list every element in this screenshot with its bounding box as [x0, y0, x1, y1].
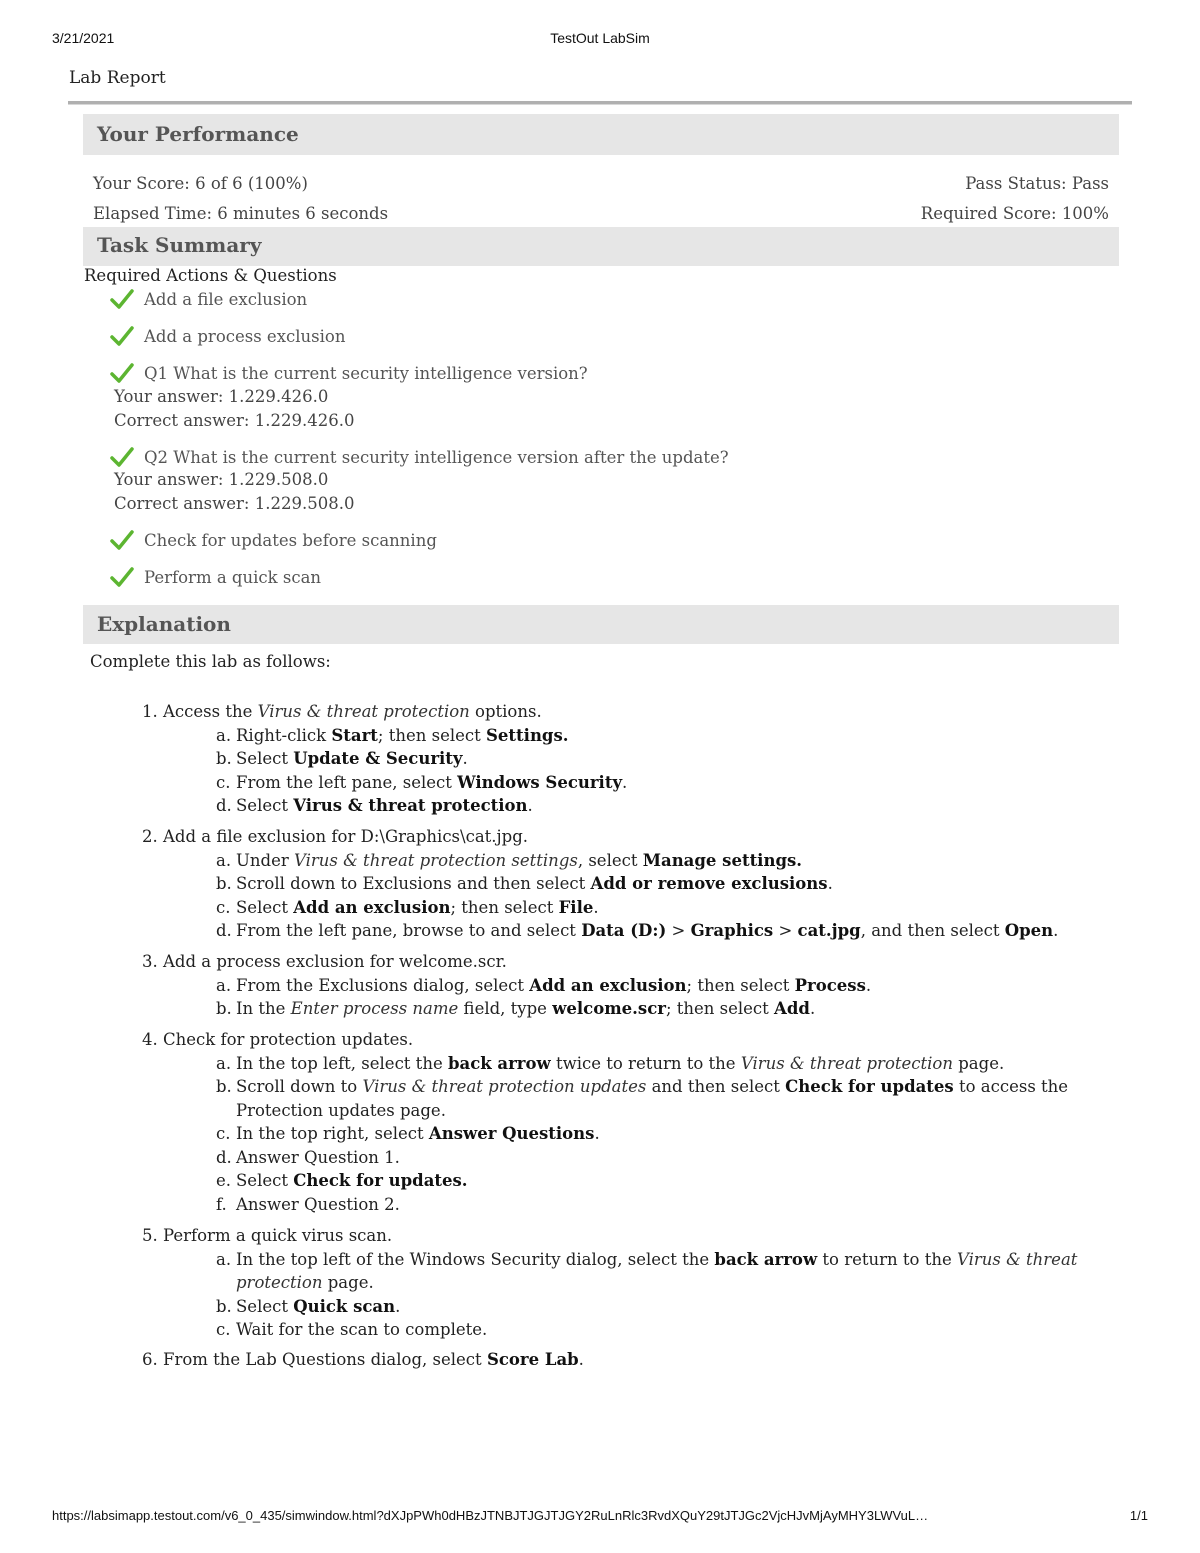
text-run: In the top left of the Windows Security dialog, select the	[236, 1249, 715, 1269]
performance-section-header	[83, 114, 1119, 155]
bold-text: Data (D:)	[581, 921, 667, 940]
bold-text: Add an exclusion	[529, 975, 687, 995]
footer-url: https://labsimapp.testout.com/v6_0_435/simwindow.html?dXJpPWh0dHBzJTNBJTJGJTJGY2RuLnRlc3RvdXQuY29tJTJGc2VjcHJvMjAyMHY3LWVuL…	[52, 1508, 929, 1523]
question-label: Q1 What is the current security intelligence version?	[144, 364, 588, 383]
performance-heading: Your Performance	[97, 122, 299, 146]
bold-text: Graphics	[690, 921, 774, 940]
your-answer: Your answer: 1.229.426.0	[114, 387, 329, 406]
text-run: , select	[577, 850, 643, 870]
text-run: .	[865, 975, 872, 995]
text-run: options.	[469, 702, 542, 721]
step-text	[163, 1030, 413, 1049]
print-footer	[52, 1508, 1148, 1528]
bold-text: back arrow	[447, 1053, 551, 1073]
italic-text: Virus & threat	[956, 1249, 1078, 1269]
your-score: Your Score: 6 of 6 (100%)	[93, 174, 308, 193]
text-run: In the top left, select the	[236, 1053, 448, 1073]
text-run: Select	[236, 1171, 294, 1190]
text-run: >	[773, 921, 798, 940]
check-icon	[110, 566, 134, 588]
text-run: .	[395, 1296, 401, 1316]
italic-text: protection	[236, 1273, 323, 1292]
text-run: From the left pane, select	[236, 772, 458, 792]
bold-text: Windows Security	[457, 772, 623, 792]
substep-text	[236, 1195, 400, 1214]
substep-letter: a.	[216, 850, 232, 870]
report-title: Lab Report	[69, 68, 166, 88]
substep-text	[236, 1148, 400, 1167]
text-run: and then select	[646, 1077, 786, 1096]
substep-letter: e.	[216, 1171, 232, 1190]
task-label: Check for updates before scanning	[144, 531, 437, 550]
bold-text: Start	[331, 725, 378, 745]
explanation-heading: Explanation	[97, 612, 231, 636]
bold-text: Settings.	[486, 725, 569, 745]
substep-text	[236, 921, 1058, 940]
text-run: Answer Question 1.	[236, 1147, 400, 1167]
text-run: .	[809, 999, 816, 1018]
bold-text: Update & Security	[293, 749, 463, 768]
italic-text: Enter process name	[290, 999, 459, 1018]
required-score: Required Score: 100%	[920, 204, 1109, 223]
step-number: 6.	[142, 1350, 158, 1369]
explanation-intro: Complete this lab as follows:	[90, 652, 331, 671]
substep-text	[236, 749, 468, 768]
task-label: Perform a quick scan	[144, 568, 322, 587]
bold-text: Add or remove exclusions	[590, 874, 828, 893]
check-icon	[110, 446, 134, 468]
text-run: ; then select	[686, 975, 795, 995]
text-run: .	[527, 796, 533, 815]
substep-letter: a.	[216, 1249, 232, 1269]
substep-text-continued	[236, 1101, 446, 1120]
bold-text: welcome.scr	[552, 999, 666, 1018]
text-run: field, type	[458, 999, 553, 1018]
bold-text: Add an exclusion	[293, 897, 451, 917]
substep-letter: c.	[216, 1124, 231, 1143]
text-run: Select	[236, 897, 294, 917]
bold-text: Check for updates	[785, 1077, 954, 1096]
task-label: Add a process exclusion	[144, 327, 346, 346]
check-icon	[110, 362, 134, 384]
step-text	[163, 952, 507, 971]
substep-letter: c.	[216, 772, 231, 792]
task-label: Add a file exclusion	[144, 290, 308, 309]
italic-text: Virus & threat protection	[257, 702, 470, 721]
substep-text	[236, 1171, 468, 1190]
text-run: Access the	[163, 702, 258, 721]
substep-text	[236, 1320, 487, 1339]
italic-text: Virus & threat protection settings	[294, 850, 578, 870]
text-run: Wait for the scan to complete.	[236, 1320, 488, 1339]
bold-text: Score Lab	[486, 1350, 579, 1369]
explanation-section-header	[83, 605, 1119, 644]
substep-text	[236, 1297, 400, 1316]
print-title: TestOut LabSim	[550, 30, 650, 46]
text-run: page.	[952, 1053, 1005, 1073]
text-run: twice to return to the	[550, 1053, 741, 1073]
text-run: Answer Question 2.	[236, 1194, 400, 1214]
correct-answer: Correct answer: 1.229.426.0	[114, 411, 355, 430]
step-number: 2.	[142, 827, 158, 846]
text-run: Right-click	[236, 725, 332, 745]
substep-text	[236, 1054, 1004, 1073]
text-run: Select	[236, 749, 294, 768]
text-run: Check for protection updates.	[163, 1030, 414, 1049]
text-run: .	[622, 772, 628, 792]
text-run: ; then select	[665, 999, 775, 1018]
text-run: Under	[236, 850, 294, 870]
substep-letter: d.	[216, 921, 232, 940]
substep-letter: d.	[216, 1147, 232, 1167]
text-run: page.	[322, 1273, 374, 1292]
check-icon	[110, 288, 134, 310]
text-run: Perform a quick virus scan.	[163, 1226, 393, 1245]
step-number: 4.	[142, 1030, 158, 1049]
substep-text	[236, 1124, 600, 1143]
check-icon	[110, 325, 134, 347]
text-run: Select	[236, 796, 294, 815]
substep-letter: c.	[216, 897, 231, 917]
substep-text	[236, 874, 833, 893]
substep-text	[236, 773, 627, 792]
substep-text	[236, 726, 569, 745]
step-number: 1.	[142, 702, 158, 721]
bold-text: Manage settings.	[642, 850, 803, 870]
text-run: In the top right, select	[236, 1124, 429, 1143]
text-run: .	[593, 897, 599, 917]
italic-text: Virus & threat protection updates	[362, 1077, 647, 1096]
substep-text	[236, 976, 871, 995]
task-summary-section-header	[83, 227, 1119, 266]
text-run: ; then select	[450, 897, 559, 917]
step-text	[163, 702, 542, 721]
bold-text: Check for updates.	[293, 1171, 468, 1190]
substep-text	[236, 999, 815, 1018]
substep-letter: c.	[216, 1320, 231, 1339]
text-run: Add a file exclusion for D:\Graphics\cat.jpg.	[163, 827, 529, 846]
pass-status: Pass Status: Pass	[965, 174, 1109, 193]
text-run: From the Lab Questions dialog, select	[163, 1350, 487, 1369]
substep-letter: a.	[216, 725, 232, 745]
text-run: Select	[236, 1296, 294, 1316]
bold-text: Add	[774, 999, 810, 1018]
text-run: Protection updates page.	[236, 1100, 446, 1120]
text-run: .	[462, 749, 468, 768]
text-run: .	[578, 1350, 584, 1369]
bold-text: Process	[794, 975, 866, 995]
elapsed-time: Elapsed Time: 6 minutes 6 seconds	[93, 204, 389, 223]
text-run: to access the	[953, 1077, 1069, 1096]
text-run: .	[594, 1124, 600, 1143]
print-header	[52, 30, 1148, 50]
text-run: ; then select	[377, 725, 487, 745]
text-run: .	[1053, 921, 1059, 940]
text-run: to return to the	[817, 1249, 957, 1269]
substep-text	[236, 796, 533, 815]
substep-text	[236, 898, 599, 917]
bold-text: File	[558, 897, 594, 917]
substep-letter: b.	[216, 999, 232, 1018]
text-run: From the left pane, browse to and select	[236, 921, 582, 940]
footer-page-number: 1/1	[1129, 1508, 1148, 1523]
bold-text: Answer Questions	[428, 1124, 595, 1143]
task-summary-heading: Task Summary	[97, 233, 262, 257]
text-run: Scroll down to Exclusions and then select	[236, 874, 591, 893]
substep-letter: d.	[216, 796, 232, 815]
correct-answer: Correct answer: 1.229.508.0	[114, 494, 355, 513]
header-divider	[68, 101, 1132, 105]
text-run: .	[827, 874, 833, 893]
step-text	[163, 1226, 392, 1245]
question-label: Q2 What is the current security intelligence version after the update?	[144, 448, 729, 467]
substep-letter: b.	[216, 1296, 232, 1316]
check-icon	[110, 529, 134, 551]
substep-text-continued	[236, 1273, 374, 1292]
substep-letter: b.	[216, 874, 232, 893]
substep-letter: f.	[216, 1194, 227, 1214]
text-run: , and then select	[860, 921, 1005, 940]
required-actions-heading: Required Actions & Questions	[84, 266, 337, 285]
bold-text: cat.jpg	[797, 921, 861, 940]
italic-text: Virus & threat protection	[740, 1053, 953, 1073]
print-date: 3/21/2021	[52, 30, 115, 46]
step-text	[163, 827, 528, 846]
step-number: 3.	[142, 952, 158, 971]
substep-text	[236, 1077, 1068, 1096]
your-answer: Your answer: 1.229.508.0	[114, 470, 329, 489]
text-run: >	[666, 921, 691, 940]
step-text	[163, 1350, 584, 1369]
substep-text	[236, 1250, 1077, 1269]
substep-letter: a.	[216, 1053, 232, 1073]
substep-letter: b.	[216, 1077, 232, 1096]
substep-text	[236, 851, 802, 870]
bold-text: back arrow	[714, 1249, 818, 1269]
text-run: From the Exclusions dialog, select	[236, 975, 530, 995]
text-run: In the	[236, 999, 291, 1018]
substep-letter: b.	[216, 749, 232, 768]
text-run: Add a process exclusion for welcome.scr.	[163, 952, 507, 971]
text-run: Scroll down to	[236, 1077, 363, 1096]
substep-letter: a.	[216, 975, 232, 995]
bold-text: Virus & threat protection	[293, 796, 528, 815]
step-number: 5.	[142, 1226, 158, 1245]
bold-text: Quick scan	[293, 1296, 396, 1316]
bold-text: Open	[1004, 921, 1054, 940]
